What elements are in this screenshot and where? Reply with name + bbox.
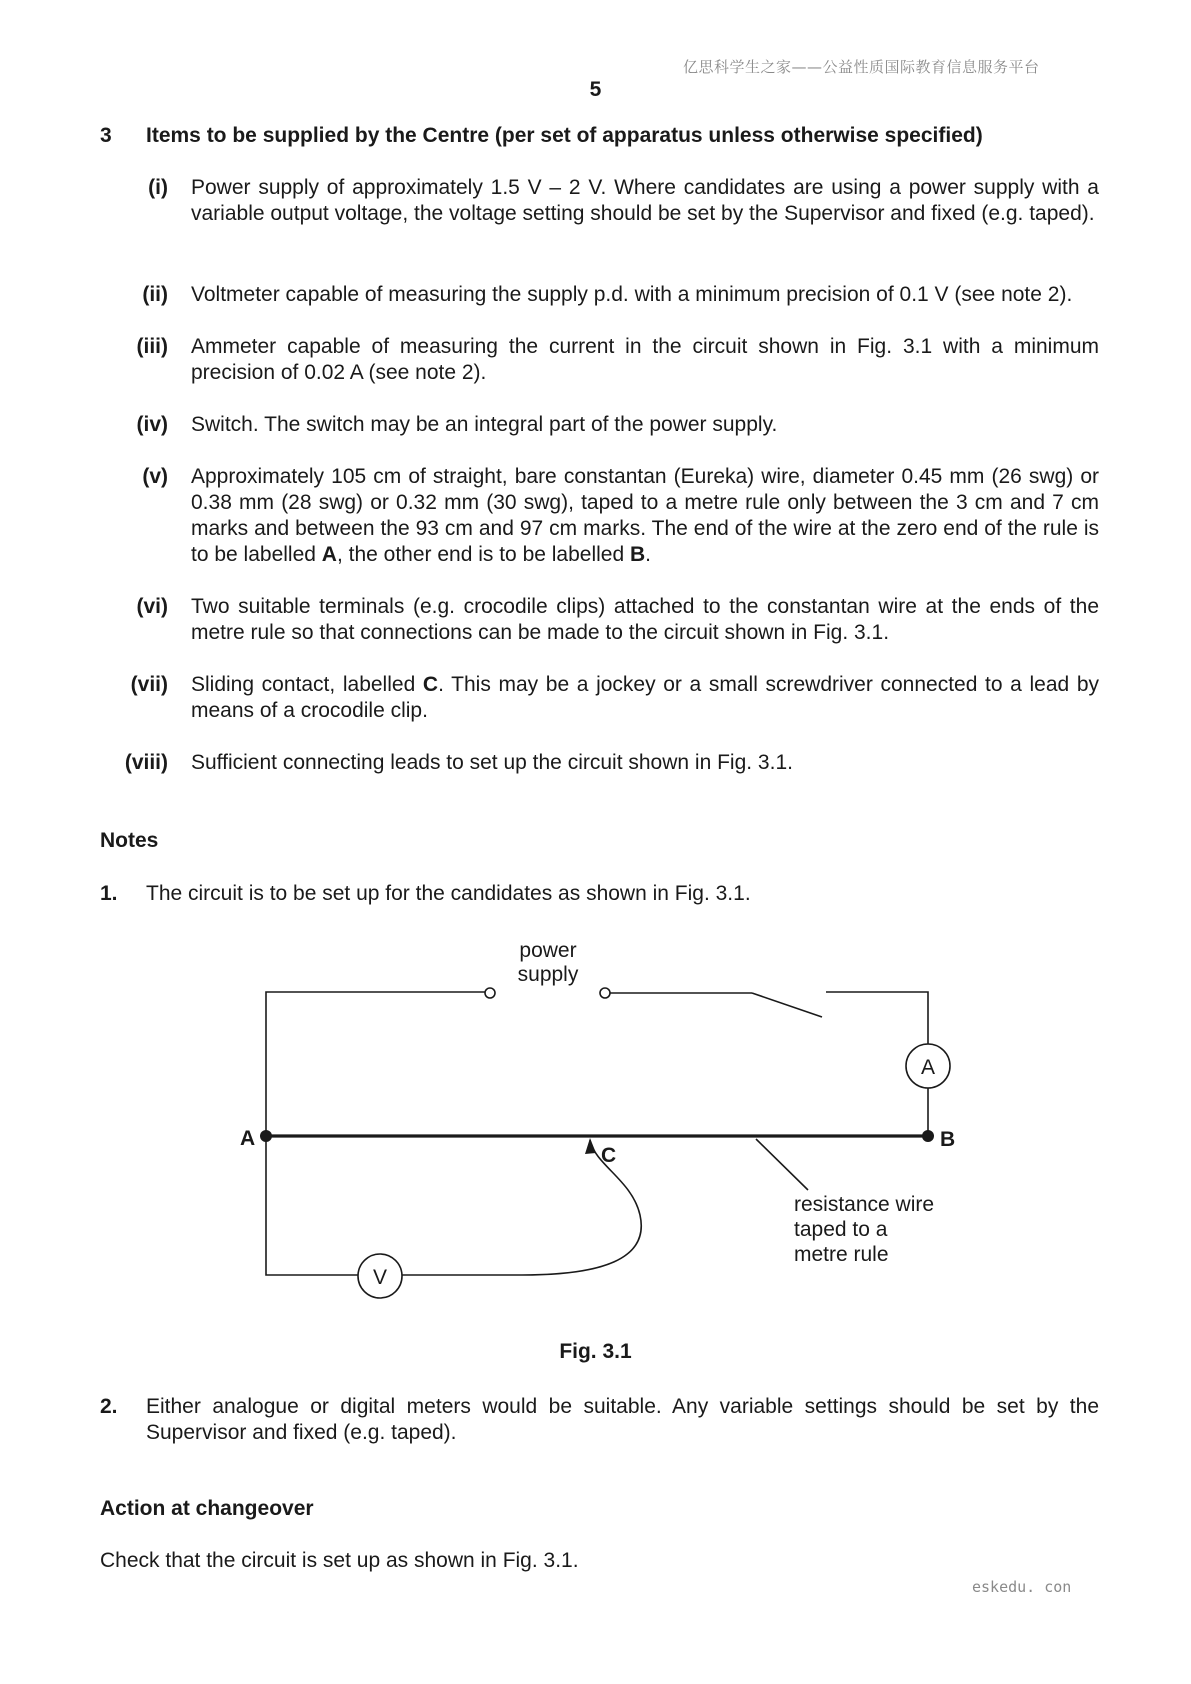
label-b-bold: B [630, 543, 646, 566]
item-label: (vii) [130, 673, 168, 696]
section-number: 3 [100, 124, 112, 147]
supply-terminal-right [600, 988, 610, 998]
terminal-a [260, 1130, 272, 1142]
label-c-bold: C [422, 673, 439, 696]
ammeter-label: A [920, 1056, 936, 1079]
note-text: Either analogue or digital meters would be suitable. Any variable settings should be set by the Supervisor and fixed (e.g. taped). [146, 1395, 1099, 1444]
figure-caption: Fig. 3.1 [559, 1340, 632, 1363]
item-label: (vi) [136, 595, 168, 618]
wire-label-1: resistance wire [794, 1193, 935, 1216]
item-label: (iii) [136, 335, 168, 358]
item-text: Voltmeter capable of measuring the supply p.d. with a minimum precision of 0.1 V (see note 2). [191, 283, 1073, 306]
terminal-b [922, 1130, 934, 1142]
wire-right-top [826, 992, 928, 1044]
item-text: Ammeter capable of measuring the current in the circuit shown in Fig. 3.1 with a minimum precision of 0.02 A (see note 2). [191, 335, 1099, 384]
item-label: (ii) [142, 283, 168, 306]
note-number: 2. [100, 1395, 118, 1418]
item-label: (viii) [124, 751, 168, 774]
page-number: 5 [589, 78, 602, 101]
power-supply-label-2: supply [517, 963, 579, 986]
changeover-heading: Action at changeover [100, 1497, 314, 1520]
end-b-label: B [940, 1128, 956, 1151]
wire-label-3: metre rule [794, 1243, 889, 1266]
end-a-label: A [240, 1127, 256, 1150]
watermark-top: 亿思科学生之家——公益性质国际教育信息服务平台 [683, 58, 1040, 76]
item-label: (v) [142, 465, 168, 488]
item-text: Switch. The switch may be an integral part of the power supply. [191, 413, 778, 436]
item-text-part: . [645, 543, 652, 566]
note-number: 1. [100, 882, 118, 905]
section-title: Items to be supplied by the Centre (per set of apparatus unless otherwise specified) [146, 124, 983, 147]
contact-c-label: C [601, 1144, 617, 1167]
wire-label-pointer [756, 1139, 808, 1190]
item-label: (i) [148, 176, 168, 199]
voltmeter-label: V [372, 1266, 388, 1289]
sliding-contact-arrow [585, 1138, 596, 1154]
item-text-part: Approximately 105 cm of straight, bare constantan (Eureka) wire, diameter 0.45 mm (26 swg) or 0.38 mm (28 swg) or 0.32 mm (30 swg), taped to a metre rule only between the 3 cm and 7 cm marks and between the 93 cm and 97 cm marks. The end of the wire at the zero end of the rule is to be labelled [191, 465, 1099, 566]
wire-left-loop [266, 992, 488, 1275]
switch-blade [752, 993, 822, 1017]
watermark-bottom: eskedu. con [972, 1578, 1072, 1596]
power-supply-label-1: power [519, 939, 577, 962]
item-text-part: Sliding contact, labelled [191, 673, 423, 696]
notes-heading: Notes [100, 829, 159, 852]
wire-label-2: taped to a [794, 1218, 888, 1241]
item-text: Two suitable terminals (e.g. crocodile clips) attached to the constantan wire at the ends of the metre rule so that connections can be made to the circuit shown in Fig. 3.1. [191, 595, 1099, 644]
note-text: The circuit is to be set up for the candidates as shown in Fig. 3.1. [146, 882, 751, 905]
item-text-part: , the other end is to be labelled [336, 543, 630, 566]
supply-terminal-left [485, 988, 495, 998]
item-label: (iv) [136, 413, 168, 436]
changeover-text: Check that the circuit is set up as shown in Fig. 3.1. [100, 1549, 579, 1572]
label-a-bold: A [321, 543, 337, 566]
item-text-part: . This may be a jockey or a small screwdriver connected to a lead by means of a crocodile clip. [191, 673, 1100, 722]
item-text: Sufficient connecting leads to set up the circuit shown in Fig. 3.1. [191, 751, 793, 774]
item-text: Power supply of approximately 1.5 V – 2 V. Where candidates are using a power supply with a variable output voltage, the voltage setting should be set by the Supervisor and fixed (e.g. taped). [191, 176, 1099, 225]
